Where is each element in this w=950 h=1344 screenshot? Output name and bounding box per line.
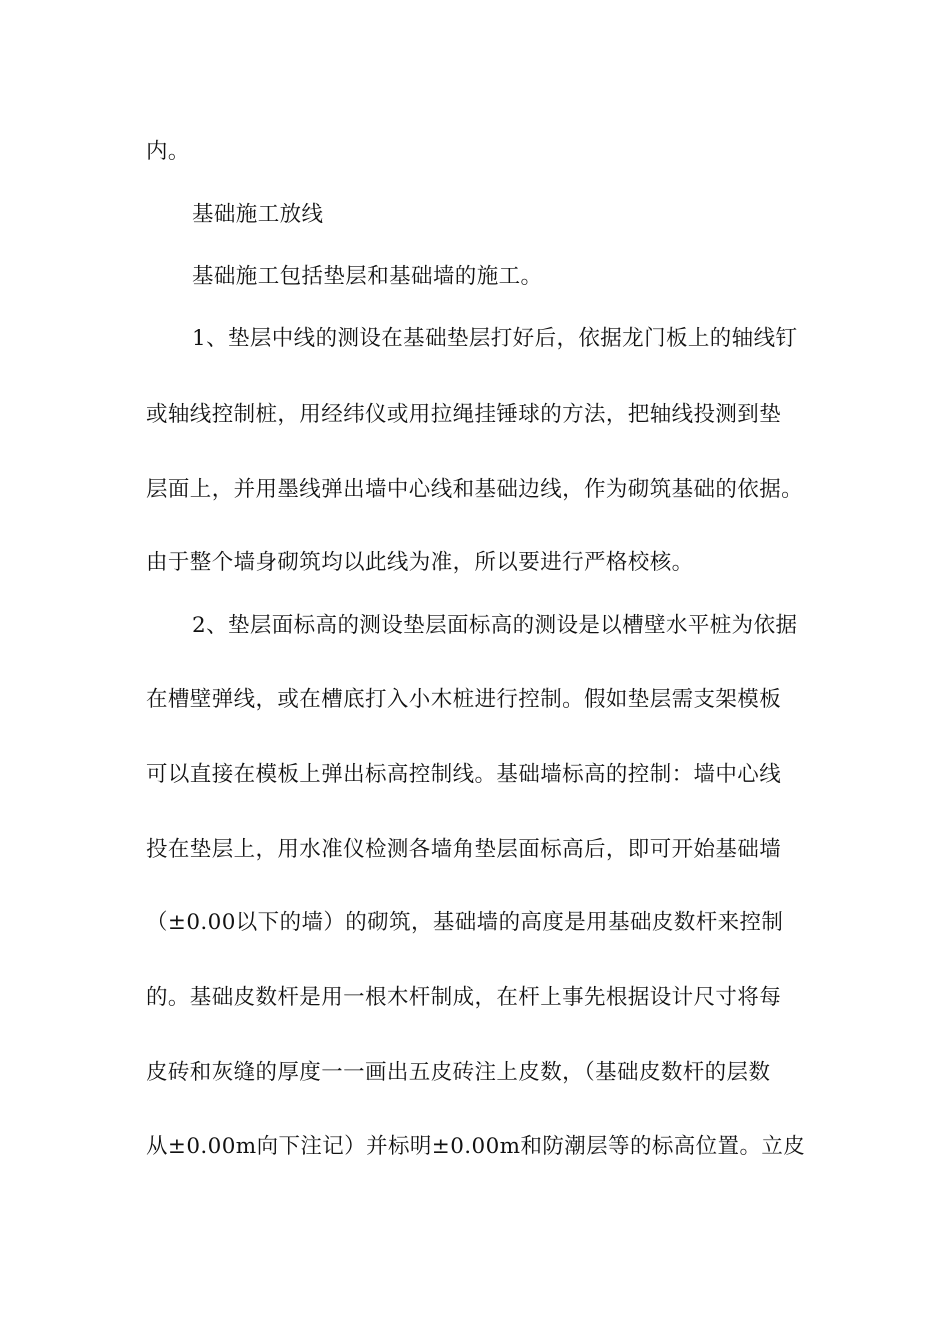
paragraph-1-line-4: 由于整个墙身砌筑均以此线为准，所以要进行严格校核。 — [146, 550, 694, 575]
text-line-3: 基础施工包括垫层和基础墙的施工。 — [192, 264, 543, 289]
paragraph-2-line-6: 的。基础皮数杆是用一根木杆制成，在杆上事先根据设计尺寸将每 — [146, 985, 782, 1010]
paragraph-2-line-4: 投在垫层上，用水准仪检测各墙角垫层面标高后，即可开始基础墙 — [146, 837, 782, 862]
paragraph-2-line-5: （±0.00以下的墙）的砌筑，基础墙的高度是用基础皮数杆来控制 — [146, 910, 784, 935]
paragraph-2-line-1: 2、垫层面标高的测设垫层面标高的测设是以槽壁水平桩为依据 — [192, 613, 798, 638]
paragraph-2-line-7: 皮砖和灰缝的厚度一一画出五皮砖注上皮数，（基础皮数杆的层数 — [146, 1060, 771, 1085]
paragraph-2-line-8: 从±0.00m向下注记）并标明±0.00m和防潮层等的标高位置。立皮 — [146, 1134, 806, 1159]
paragraph-2-line-3: 可以直接在模板上弹出标高控制线。基础墙标高的控制：墙中心线 — [146, 762, 782, 787]
paragraph-1-line-3: 层面上，并用墨线弹出墙中心线和基础边线，作为砌筑基础的依据。 — [146, 477, 804, 502]
paragraph-1-line-2: 或轴线控制桩，用经纬仪或用拉绳挂锤球的方法，把轴线投测到垫 — [146, 402, 782, 427]
section-heading: 基础施工放线 — [192, 202, 324, 227]
paragraph-1-line-1: 1、垫层中线的测设在基础垫层打好后，依据龙门板上的轴线钉 — [192, 326, 798, 351]
text-line-1: 内。 — [146, 139, 190, 164]
paragraph-2-line-2: 在槽壁弹线，或在槽底打入小木桩进行控制。假如垫层需支架模板 — [146, 687, 782, 712]
